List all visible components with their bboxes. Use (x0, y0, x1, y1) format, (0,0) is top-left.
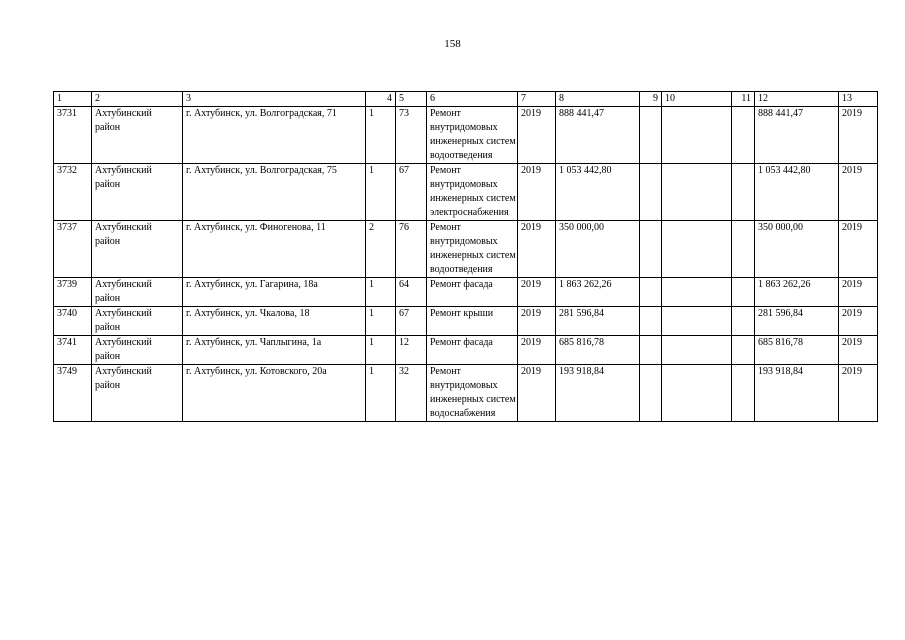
table-row (54, 221, 878, 278)
cell-col9 (640, 164, 662, 221)
cell-completion-year: 2019 (839, 336, 878, 365)
cell-col4: 2 (366, 221, 396, 278)
cell-address: г. Ахтубинск, ул. Волгоградская, 75 (183, 164, 366, 221)
cell-fund-cost: 888 441,47 (755, 107, 839, 164)
cell-work-type: Ремонт внутридомовых инженерных систем водоотведения (427, 107, 518, 164)
cell-col9 (640, 278, 662, 307)
cell-id: 3740 (54, 307, 92, 336)
cell-total-cost: 1 053 442,80 (556, 164, 640, 221)
cell-year: 2019 (518, 365, 556, 422)
cell-district: Ахтубинский район (92, 307, 183, 336)
column-header-6: 6 (427, 92, 518, 107)
cell-id: 3731 (54, 107, 92, 164)
column-header-2: 2 (92, 92, 183, 107)
column-header-11: 11 (732, 92, 755, 107)
cell-year: 2019 (518, 221, 556, 278)
cell-col10 (662, 221, 732, 278)
cell-completion-year: 2019 (839, 221, 878, 278)
cell-fund-cost: 193 918,84 (755, 365, 839, 422)
cell-completion-year: 2019 (839, 307, 878, 336)
cell-col9 (640, 307, 662, 336)
cell-col5: 67 (396, 307, 427, 336)
table-row (54, 365, 878, 422)
table-body (54, 92, 878, 422)
cell-col4: 1 (366, 107, 396, 164)
cell-address: г. Ахтубинск, ул. Волгоградская, 71 (183, 107, 366, 164)
header-row (54, 92, 878, 107)
cell-completion-year: 2019 (839, 365, 878, 422)
cell-col11 (732, 278, 755, 307)
cell-col9 (640, 365, 662, 422)
cell-col4: 1 (366, 307, 396, 336)
column-header-12: 12 (755, 92, 839, 107)
cell-col4: 1 (366, 278, 396, 307)
column-header-9: 9 (640, 92, 662, 107)
cell-fund-cost: 1 863 262,26 (755, 278, 839, 307)
cell-work-type: Ремонт внутридомовых инженерных систем электроснабжения (427, 164, 518, 221)
cell-fund-cost: 685 816,78 (755, 336, 839, 365)
cell-id: 3732 (54, 164, 92, 221)
cell-col9 (640, 221, 662, 278)
cell-col10 (662, 336, 732, 365)
cell-id: 3739 (54, 278, 92, 307)
cell-col11 (732, 164, 755, 221)
cell-total-cost: 193 918,84 (556, 365, 640, 422)
column-header-10: 10 (662, 92, 732, 107)
cell-col4: 1 (366, 164, 396, 221)
cell-year: 2019 (518, 164, 556, 221)
cell-col4: 1 (366, 336, 396, 365)
cell-fund-cost: 350 000,00 (755, 221, 839, 278)
cell-col11 (732, 307, 755, 336)
cell-col9 (640, 336, 662, 365)
cell-address: г. Ахтубинск, ул. Чкалова, 18 (183, 307, 366, 336)
cell-id: 3749 (54, 365, 92, 422)
table-row (54, 107, 878, 164)
table-row (54, 278, 878, 307)
table-row (54, 336, 878, 365)
cell-district: Ахтубинский район (92, 278, 183, 307)
cell-col10 (662, 164, 732, 221)
table-row (54, 164, 878, 221)
column-header-13: 13 (839, 92, 878, 107)
cell-total-cost: 281 596,84 (556, 307, 640, 336)
cell-district: Ахтубинский район (92, 164, 183, 221)
cell-year: 2019 (518, 307, 556, 336)
cell-address: г. Ахтубинск, ул. Чаплыгина, 1а (183, 336, 366, 365)
cell-col5: 12 (396, 336, 427, 365)
cell-address: г. Ахтубинск, ул. Котовского, 20а (183, 365, 366, 422)
cell-year: 2019 (518, 107, 556, 164)
cell-col4: 1 (366, 365, 396, 422)
cell-id: 3737 (54, 221, 92, 278)
cell-total-cost: 350 000,00 (556, 221, 640, 278)
column-header-7: 7 (518, 92, 556, 107)
cell-col11 (732, 107, 755, 164)
cell-col10 (662, 278, 732, 307)
cell-year: 2019 (518, 278, 556, 307)
cell-total-cost: 888 441,47 (556, 107, 640, 164)
cell-col11 (732, 221, 755, 278)
table-row (54, 307, 878, 336)
column-header-1: 1 (54, 92, 92, 107)
cell-district: Ахтубинский район (92, 336, 183, 365)
cell-district: Ахтубинский район (92, 107, 183, 164)
cell-id: 3741 (54, 336, 92, 365)
cell-col5: 32 (396, 365, 427, 422)
cell-work-type: Ремонт внутридомовых инженерных систем водоснабжения (427, 365, 518, 422)
data-table (53, 91, 878, 422)
cell-completion-year: 2019 (839, 164, 878, 221)
cell-col5: 73 (396, 107, 427, 164)
cell-col10 (662, 365, 732, 422)
cell-col10 (662, 307, 732, 336)
cell-completion-year: 2019 (839, 107, 878, 164)
column-header-4: 4 (366, 92, 396, 107)
cell-district: Ахтубинский район (92, 221, 183, 278)
cell-district: Ахтубинский район (92, 365, 183, 422)
cell-total-cost: 1 863 262,26 (556, 278, 640, 307)
cell-col11 (732, 336, 755, 365)
cell-col5: 76 (396, 221, 427, 278)
column-header-5: 5 (396, 92, 427, 107)
column-header-8: 8 (556, 92, 640, 107)
column-header-3: 3 (183, 92, 366, 107)
cell-address: г. Ахтубинск, ул. Финогенова, 11 (183, 221, 366, 278)
cell-work-type: Ремонт крыши (427, 307, 518, 336)
cell-col10 (662, 107, 732, 164)
cell-year: 2019 (518, 336, 556, 365)
cell-completion-year: 2019 (839, 278, 878, 307)
cell-fund-cost: 281 596,84 (755, 307, 839, 336)
cell-col5: 67 (396, 164, 427, 221)
cell-col11 (732, 365, 755, 422)
cell-work-type: Ремонт фасада (427, 336, 518, 365)
cell-work-type: Ремонт фасада (427, 278, 518, 307)
cell-work-type: Ремонт внутридомовых инженерных систем водоотведения (427, 221, 518, 278)
cell-total-cost: 685 816,78 (556, 336, 640, 365)
page-number: 158 (444, 38, 461, 50)
cell-col5: 64 (396, 278, 427, 307)
cell-col9 (640, 107, 662, 164)
cell-fund-cost: 1 053 442,80 (755, 164, 839, 221)
cell-address: г. Ахтубинск, ул. Гагарина, 18а (183, 278, 366, 307)
